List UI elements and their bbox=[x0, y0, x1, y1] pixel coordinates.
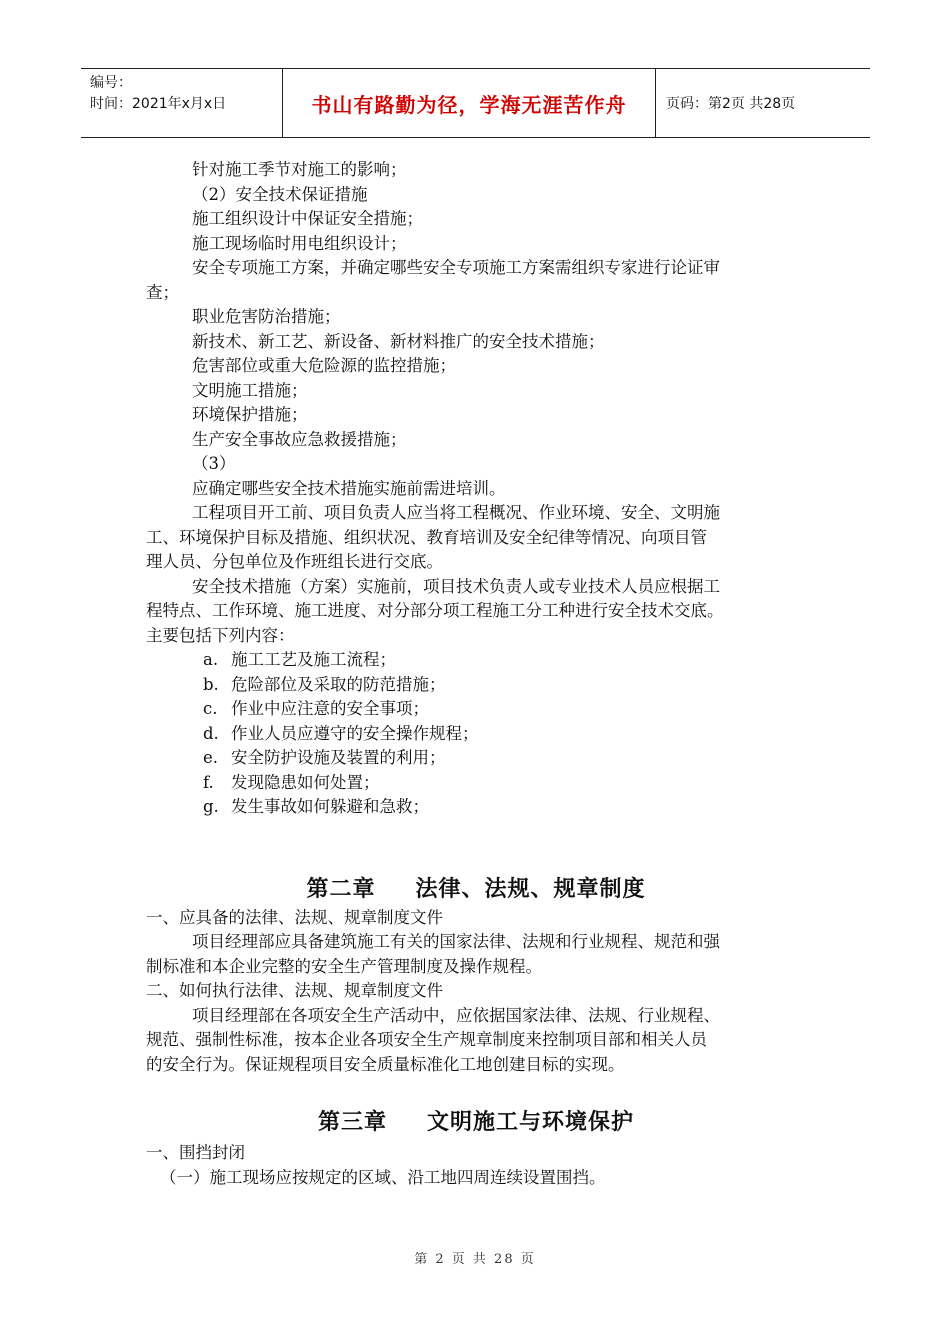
page-header bbox=[81, 68, 870, 138]
list-text: 危险部位及采取的防范措施； bbox=[231, 674, 446, 694]
chapter-title: 文明施工与环境保护 bbox=[427, 1109, 635, 1135]
text-line: 危害部位或重大危险源的监控措施； bbox=[192, 356, 456, 375]
list-text: 发现隐患如何处置； bbox=[231, 772, 380, 792]
paragraph-line: 制标准和本企业完整的安全生产管理制度及操作规程。 bbox=[146, 956, 542, 976]
chapter-number: 第二章 bbox=[306, 875, 376, 902]
list-item bbox=[146, 697, 806, 722]
text-line: 职业危害防治措施； bbox=[192, 307, 341, 326]
paragraph-line: 主要包括下列内容： bbox=[146, 625, 295, 645]
list-item bbox=[146, 771, 806, 796]
header-motto: 书山有路勤为径，学海无涯苦作舟 bbox=[283, 69, 656, 137]
chapter-3-heading bbox=[146, 1107, 806, 1137]
paragraph-line: 项目经理部在各项安全生产活动中，应依据国家法律、法规、行业规程、 bbox=[192, 1005, 720, 1025]
list-item bbox=[146, 795, 806, 820]
list-label: a. bbox=[203, 650, 219, 669]
list-label: d. bbox=[203, 723, 219, 743]
list-label: g. bbox=[203, 797, 219, 816]
paragraph-line: 查； bbox=[146, 282, 179, 302]
page-footer: 第 2 页 共 28 页 bbox=[414, 1252, 536, 1267]
text-line: 文明施工措施； bbox=[192, 380, 308, 400]
chapter-title: 法律、法规、规章制度 bbox=[415, 875, 646, 902]
list-label: b. bbox=[203, 674, 219, 694]
paragraph-line: 程特点、工作环境、施工进度、对分部分项工程施工分工种进行安全技术交底。 bbox=[146, 601, 724, 620]
document-body bbox=[146, 158, 806, 1190]
section-heading: 二、如何执行法律、法规、规章制度文件 bbox=[146, 981, 443, 1000]
list-text: 施工工艺及施工流程； bbox=[231, 650, 396, 669]
text-line: 新技术、新工艺、新设备、新材料推广的安全技术措施； bbox=[192, 331, 605, 351]
paragraph-line: 规范、强制性标准，按本企业各项安全生产规章制度来控制项目部和相关人员 bbox=[146, 1030, 707, 1049]
list-item bbox=[146, 722, 806, 747]
list-label: c. bbox=[203, 699, 218, 718]
paragraph-line: 的安全行为。保证规程项目安全质量标准化工地创建目标的实现。 bbox=[146, 1054, 625, 1074]
list-text: 发生事故如何躲避和急救； bbox=[231, 797, 429, 816]
section-heading: 一、应具备的法律、法规、规章制度文件 bbox=[146, 907, 443, 927]
paragraph-line: 安全专项施工方案，并确定哪些安全专项施工方案需组织专家进行论证审 bbox=[192, 258, 720, 277]
text-line: 针对施工季节对施工的影响； bbox=[192, 160, 407, 179]
list-label: e. bbox=[203, 748, 219, 767]
paragraph-line: 工、环境保护目标及措施、组织状况、教育培训及安全纪律等情况、向项目管 bbox=[146, 527, 707, 547]
text-line: 施工现场临时用电组织设计； bbox=[192, 233, 407, 253]
header-meta bbox=[81, 69, 283, 137]
text-line: （2）安全技术保证措施 bbox=[192, 184, 368, 204]
paragraph-line: 安全技术措施（方案）实施前，项目技术负责人或专业技术人员应根据工 bbox=[192, 576, 720, 596]
section-heading: 一、围挡封闭 bbox=[146, 1143, 245, 1162]
chapter-number: 第三章 bbox=[317, 1109, 387, 1135]
list-text: 安全防护设施及装置的利用； bbox=[231, 748, 446, 767]
number-label: 编号： bbox=[90, 75, 132, 91]
date-label: 时间：2021年x月x日 bbox=[90, 96, 227, 112]
list-item bbox=[146, 648, 806, 673]
list-label: f. bbox=[203, 772, 214, 792]
list-text: 作业中应注意的安全事项； bbox=[231, 699, 429, 718]
header-page-info: 页码：第2页 共28页 bbox=[666, 96, 796, 112]
paragraph-line: 理人员、分包单位及作班组长进行交底。 bbox=[146, 552, 443, 571]
paragraph-line: 项目经理部应具备建筑施工有关的国家法律、法规和行业规程、规范和强 bbox=[192, 932, 720, 951]
paragraph-line: （一）施工现场应按规定的区域、沿工地四周连续设置围挡。 bbox=[160, 1167, 606, 1187]
paragraph-line: 工程项目开工前、项目负责人应当将工程概况、作业环境、安全、文明施 bbox=[192, 503, 720, 522]
chapter-2-heading bbox=[146, 874, 806, 904]
text-line: 施工组织设计中保证安全措施； bbox=[192, 209, 423, 228]
list-text: 作业人员应遵守的安全操作规程； bbox=[231, 723, 479, 743]
content-list bbox=[146, 648, 806, 820]
text-line: 环境保护措施； bbox=[192, 405, 308, 424]
text-line: （3） bbox=[192, 454, 236, 473]
text-line: 生产安全事故应急救援措施； bbox=[192, 429, 407, 449]
text-line: 应确定哪些安全技术措施实施前需进培训。 bbox=[192, 478, 506, 498]
list-item bbox=[146, 746, 806, 771]
list-item bbox=[146, 673, 806, 698]
